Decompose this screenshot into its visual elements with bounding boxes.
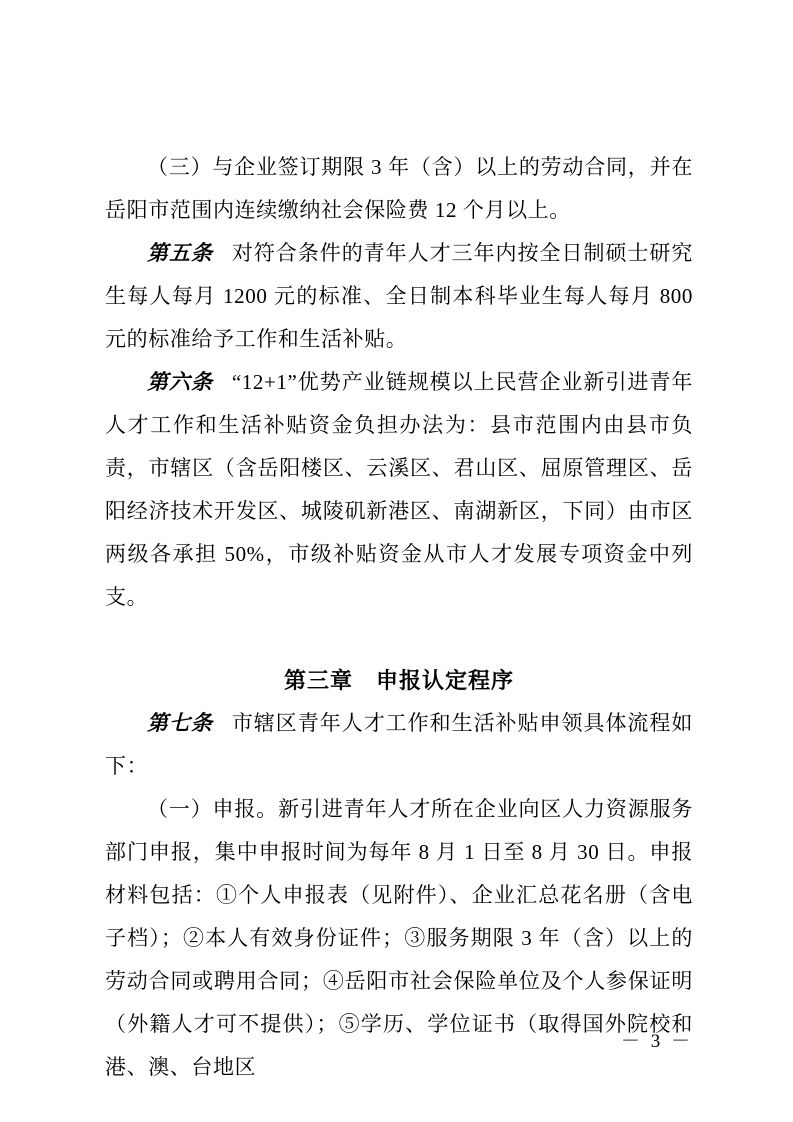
paragraph-text: （一）申报。新引进青年人才所在企业向区人力资源服务部门申报，集中申报时间为每年 8 月 1 日至 8 月 30 日。申报材料包括：①个人申报表（见附件）、企业汇总花名册（含电子档）；②本人有效身份证件；③服务期限 3 年（含）以上的劳动合同或聘用合同；④岳阳市社会保险单位及个人参保证明（外籍人才可不提供）；⑤学历、学位证书（取得国外院校和港、澳、台地区 (105, 797, 693, 1079)
paragraph-clause-three (105, 146, 693, 232)
page-number: － 3 － (620, 1031, 693, 1052)
paragraph-text: “12+1”优势产业链规模以上民营企业新引进青年人才工作和生活补贴资金负担办法为：县市范围内由县市负责，市辖区（含岳阳楼区、云溪区、君山区、屈原管理区、岳阳经济技术开发区、城陵矶新港区、南湖新区，下同）由市区两级各承担 50%，市级补贴资金从市人才发展专项资金中列支。 (105, 370, 693, 609)
article-number-label: 第五条 (147, 241, 213, 265)
document-body (105, 146, 693, 1089)
chapter-heading: 第三章 申报认定程序 (283, 668, 514, 693)
paragraph-article-7 (105, 702, 693, 788)
paragraph-text: （三）与企业签订期限 3 年（含）以上的劳动合同，并在岳阳市范围内连续缴纳社会保险费 12 个月以上。 (105, 155, 693, 222)
article-number-label: 第六条 (147, 370, 213, 394)
paragraph-text: 对符合条件的青年人才三年内按全日制硕士研究生每人每月 1200 元的标准、全日制本科毕业生每人每月 800 元的标准给予工作和生活补贴。 (105, 241, 693, 351)
article-number-label: 第七条 (147, 711, 213, 735)
paragraph-text: 市辖区青年人才工作和生活补贴申领具体流程如下： (105, 711, 693, 778)
paragraph-article-5 (105, 232, 693, 361)
paragraph-clause-one (105, 788, 693, 1089)
paragraph-article-6 (105, 361, 693, 619)
